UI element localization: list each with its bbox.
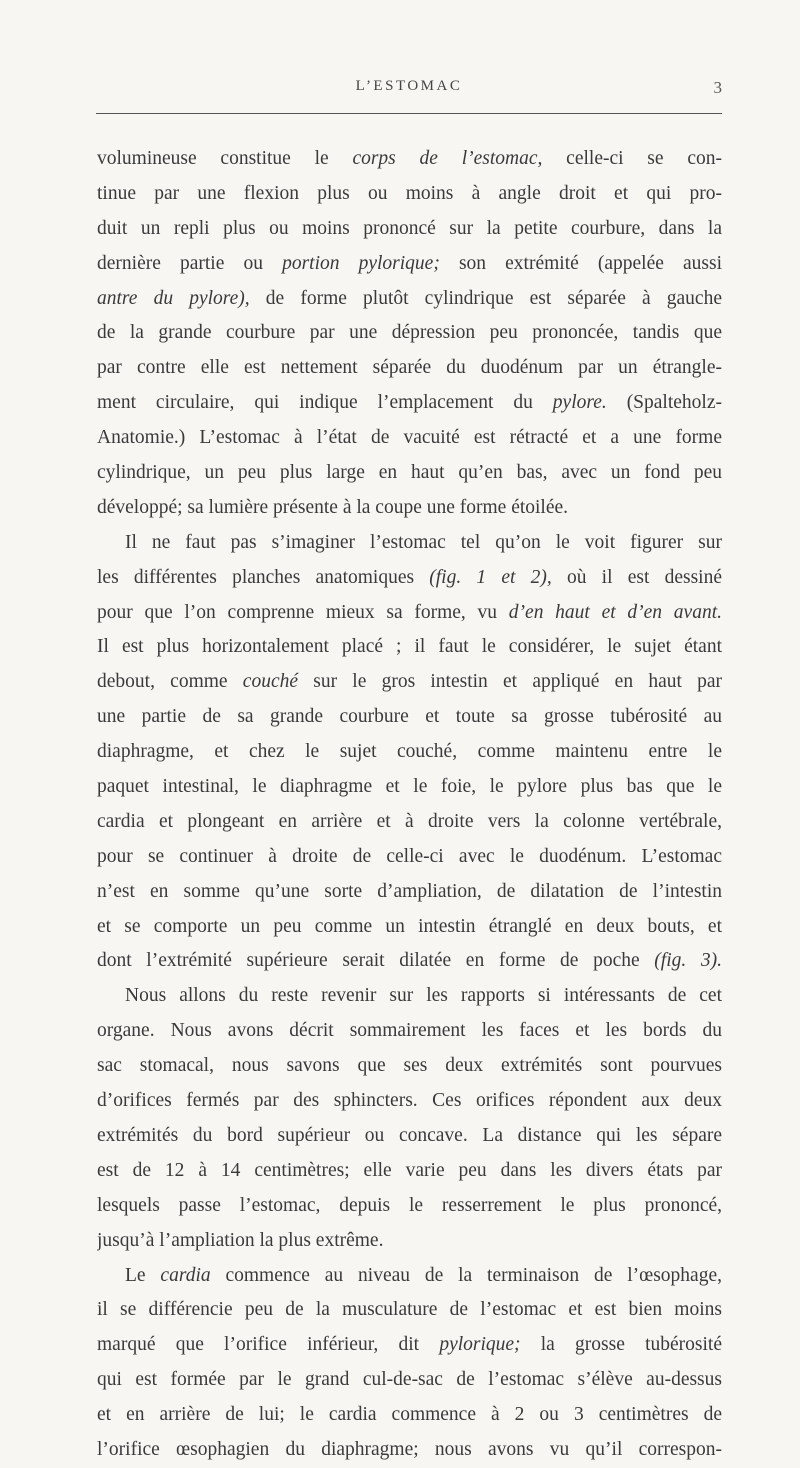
text-segment: organe. Nous avons décrit sommairement les faces et les bords du xyxy=(97,1020,722,1042)
text-segment: sac stomacal, nous savons que ses deux extrémités sont pourvues xyxy=(97,1055,722,1077)
text-segment: Nous allons du reste revenir sur les rapports si intéressants de cet xyxy=(125,985,722,1007)
text-line xyxy=(97,1224,722,1259)
text-segment: diaphragme, et chez le sujet couché, comme maintenu entre le xyxy=(97,741,722,763)
text-segment: il se différencie peu de la musculature de l’estomac et est bien moins xyxy=(97,1299,722,1321)
text-line xyxy=(97,561,722,596)
text-line xyxy=(97,770,722,805)
text-segment: l’orifice œsophagien du diaphragme; nous avons vu qu’il correspon- xyxy=(97,1438,722,1460)
text-line xyxy=(97,700,722,735)
text-line xyxy=(97,1084,722,1119)
text-segment: tinue par une flexion plus ou moins à angle droit et qui pro- xyxy=(97,182,722,204)
text-line xyxy=(97,1328,722,1363)
text-segment: n’est en somme qu’une sorte d’ampliation, de dilatation de l’intestin xyxy=(97,880,722,902)
text-line xyxy=(97,526,722,561)
italic-text: portion pylorique; xyxy=(282,252,440,274)
text-line xyxy=(97,1433,722,1468)
italic-text: pylore. xyxy=(552,392,607,414)
text-line xyxy=(97,1154,722,1189)
text-segment: marqué que l’orifice inférieur, dit xyxy=(97,1334,440,1356)
text-line xyxy=(97,1189,722,1224)
text-line xyxy=(97,386,722,421)
italic-text: cardia xyxy=(160,1264,211,1286)
text-line xyxy=(97,1363,722,1398)
text-segment: son extrémité (appelée aussi xyxy=(439,252,722,274)
italic-text: (fig. 3). xyxy=(654,950,722,972)
running-head xyxy=(96,78,722,118)
text-line xyxy=(97,247,722,282)
text-line xyxy=(97,282,722,317)
text-segment: jusqu’à l’ampliation la plus extrême. xyxy=(97,1229,384,1251)
text-line xyxy=(97,735,722,770)
text-line xyxy=(97,805,722,840)
text-segment: volumineuse constitue le xyxy=(97,148,353,169)
text-segment: pour que l’on comprenne mieux sa forme, vu xyxy=(97,601,509,623)
text-segment: Anatomie.) L’estomac à l’état de vacuité est rétracté et a une forme xyxy=(97,427,722,449)
text-segment: extrémités du bord supérieur ou concave. La distance qui les sépare xyxy=(97,1124,722,1146)
italic-text: corps de l’estomac, xyxy=(352,148,543,169)
text-segment: qui est formée par le grand cul-de-sac de l’estomac s’élève au-dessus xyxy=(97,1369,722,1391)
text-line xyxy=(97,1119,722,1154)
italic-text: antre du pylore), xyxy=(97,287,250,309)
text-segment: Il ne faut pas s’imaginer l’estomac tel qu’on le voit figurer sur xyxy=(125,531,722,553)
text-segment: cardia et plongeant en arrière et à droite vers la colonne vertébrale, xyxy=(97,810,722,832)
text-line xyxy=(97,1049,722,1084)
text-line xyxy=(97,630,722,665)
text-segment: où il est dessiné xyxy=(551,566,722,588)
text-line xyxy=(97,177,722,212)
text-segment: la grosse tubérosité xyxy=(520,1334,722,1356)
page-number: 3 xyxy=(713,78,722,97)
italic-text: d’en haut et d’en avant. xyxy=(508,601,722,623)
text-segment: duit un repli plus ou moins prononcé sur la petite courbure, dans la xyxy=(97,217,722,239)
text-segment: Il est plus horizontalement placé ; il faut le considérer, le sujet étant xyxy=(97,636,722,658)
text-segment: une partie de sa grande courbure et toute sa grosse tubérosité au xyxy=(97,706,722,728)
text-segment: et se comporte un peu comme un intestin étranglé en deux bouts, et xyxy=(97,915,722,937)
text-segment: dont l’extrémité supérieure serait dilatée en forme de poche xyxy=(97,950,655,972)
body-text xyxy=(97,142,722,1468)
text-line xyxy=(97,665,722,700)
text-line xyxy=(97,1398,722,1433)
text-line xyxy=(97,1014,722,1049)
text-segment: commence au niveau de la terminaison de l’œsophage, xyxy=(210,1264,722,1286)
header-rule xyxy=(96,113,722,114)
italic-text: (fig. 1 et 2), xyxy=(429,566,552,588)
text-segment: debout, comme xyxy=(97,671,243,693)
italic-text: couché xyxy=(242,671,299,693)
text-line xyxy=(97,212,722,247)
text-segment: paquet intestinal, le diaphragme et le foie, le pylore plus bas que le xyxy=(97,776,722,798)
text-segment: par contre elle est nettement séparée du duodénum par un étrangle- xyxy=(97,357,722,379)
text-segment: (Spalteholz- xyxy=(606,392,722,414)
text-segment: celle-ci se con- xyxy=(542,148,722,169)
text-line xyxy=(97,1259,722,1294)
text-segment: lesquels passe l’estomac, depuis le resserrement le plus prononcé, xyxy=(97,1194,722,1216)
text-line xyxy=(97,979,722,1014)
text-line xyxy=(97,491,722,526)
text-line xyxy=(97,142,722,177)
italic-text: pylorique; xyxy=(439,1334,521,1356)
text-segment: de forme plutôt cylindrique est séparée à gauche xyxy=(249,287,722,309)
text-segment: sur le gros intestin et appliqué en haut par xyxy=(298,671,722,693)
text-line xyxy=(97,456,722,491)
text-segment: Le xyxy=(125,1264,161,1286)
text-line xyxy=(97,910,722,945)
text-segment: est de 12 à 14 centimètres; elle varie peu dans les divers états par xyxy=(97,1159,722,1181)
text-segment: pour se continuer à droite de celle-ci avec le duodénum. L’estomac xyxy=(97,845,722,867)
text-segment: dernière partie ou xyxy=(97,252,283,274)
text-line xyxy=(97,944,722,979)
text-segment: de la grande courbure par une dépression peu prononcée, tandis que xyxy=(97,322,722,344)
text-segment: d’orifices fermés par des sphincters. Ces orifices répondent aux deux xyxy=(97,1090,722,1112)
text-line xyxy=(97,316,722,351)
text-line xyxy=(97,840,722,875)
text-segment: et en arrière de lui; le cardia commence à 2 ou 3 centimètres de xyxy=(97,1404,722,1426)
text-line xyxy=(97,351,722,386)
text-line xyxy=(97,875,722,910)
text-segment: développé; sa lumière présente à la coupe une forme étoilée. xyxy=(97,496,569,518)
text-segment: ment circulaire, qui indique l’emplacement du xyxy=(97,392,553,414)
running-title: L’ESTOMAC xyxy=(355,78,463,94)
text-line xyxy=(97,421,722,456)
text-line xyxy=(97,596,722,631)
text-segment: les différentes planches anatomiques xyxy=(97,566,430,588)
text-line xyxy=(97,1293,722,1328)
text-segment: cylindrique, un peu plus large en haut qu’en bas, avec un fond peu xyxy=(97,462,722,484)
